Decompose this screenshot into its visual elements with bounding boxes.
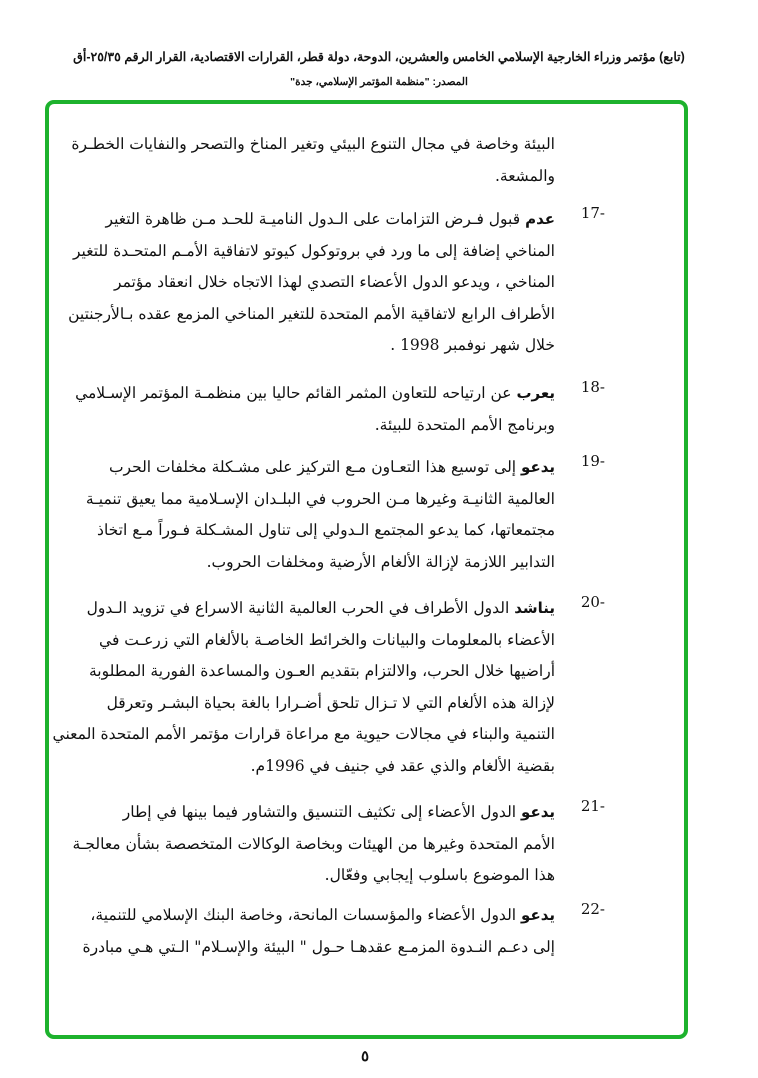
text-line [114,267,555,299]
text-line [135,330,555,362]
line-text: التدابير اللازمة لإزالة الألغام الأرضية ومخلفات الحروب. [206,552,555,571]
text-line [99,625,555,657]
text-line [106,688,555,720]
text-line [68,299,555,331]
line-text: العالمية الثانيـة وغيرها مـن الحروب في البلـدان الإسـلامية مما يعيق تنميـة [85,489,555,508]
item-lead-verb: يعرب [516,384,555,402]
line-text: الدول الأعضاء والمؤسسات المانحة، وخاصة البنك الإسلامي للتنمية، [90,906,517,924]
line-text: البيئة وخاصة في مجال التنوع البيئي وتغير المناخ والتصحر والنفايات الخطـرة [71,135,555,153]
text-line [122,797,555,829]
line-text: مجتمعاتها، كما يدعو المجتمع الـدولي إلى تناول المشـكلة فـوراً مـع اتخاذ [97,521,555,539]
page-number: ٥ [360,1047,370,1065]
line-text: التنمية والبناء في مجالات حيوية مع مراعاة قرارات مؤتمر الأمم المتحدة المعني [52,725,555,743]
document-header-title: (تابع) مؤتمر وزراء الخارجية الإسلامي الخامس والعشرين، الدوحة، دولة قطر، القرارات الاقتصادية، القرار الرقم ٢٥/٣٥-أق [73,50,685,64]
line-text: بقضية الألغام والذي عقد في جنيف في 1996م. [250,756,555,775]
line-text: وبرنامج الأمم المتحدة للبيئة. [374,415,555,434]
text-line [135,410,555,442]
text-line [90,900,555,932]
text-line [105,204,555,236]
item-lead-verb: يدعو [521,803,555,821]
item-number: 19- [580,452,605,470]
item-number: 21- [580,797,605,815]
item-number: 18- [580,378,605,396]
line-text: عن ارتياحه للتعاون المثمر القائم حاليا بين منظمـة المؤتمر الإسـلامي [75,384,512,402]
line-text: الدول الأعضاء إلى تكثيف التنسيق والتشاور فيما بينها في إطار [122,803,517,821]
text-line [135,751,555,783]
text-line [75,378,555,410]
text-line [89,656,555,688]
text-line [71,129,555,161]
line-text: الأطراف الرابع لاتفاقية الأمم المتحدة للتغير المناخي المزمع عقده بـالأرجنتين [68,304,555,323]
text-line [135,547,555,579]
text-line [52,719,555,751]
line-text: إلى دعـم النـدوة المزمـع عقدهـا حـول " البيئة والإسـلام" الـتي هـي مبادرة [82,937,555,956]
text-line [97,515,555,547]
line-text: المناخي ، ويدعو الدول الأعضاء التصدي لهذا الاتجاه خلال انعقاد مؤتمر [114,273,555,291]
line-text: الأمم المتحدة وغيرها من الهيئات وبخاصة الوكالات المتخصصة بشأن معالجـة [72,834,555,853]
line-text: خلال شهر نوفمبر 1998 . [390,336,555,354]
line-text: المناخي إضافة إلى ما ورد في بروتوكول كيوتو لاتفاقية الأمـم المتحـدة للتغير [72,241,555,260]
text-line [86,593,555,625]
line-text: الأعضاء بالمعلومات والبيانات والخرائط الخاصـة بالألغام التي زرعـت في [99,630,555,649]
item-number: 22- [580,900,605,918]
text-line [108,452,555,484]
item-number: 17- [580,204,605,222]
item-lead-verb: يدعو [521,458,555,476]
line-text: قبول فـرض التزامات على الـدول الناميـة للحـد مـن ظاهرة التغير [105,210,521,228]
line-text: الدول الأطراف في الحرب العالمية الثانية الاسراع في تزويد الـدول [86,599,510,617]
text-line [82,932,555,964]
line-text: أراضيها خلال الحرب، والالتزام بتقديم العـون والمساعدة الفورية المطلوبة [89,662,555,680]
text-line [72,829,555,861]
line-text: لإزالة هذه الألغام التي لا تـزال تلحق أضـرارا بالغة بحياة البشـر وتعرقل [106,693,555,712]
line-text: إلى توسيع هذا التعـاون مـع التركيز على مشـكلة مخلفات الحرب [108,458,517,476]
text-line [135,161,555,193]
document-header-source: المصدر: "منظمة المؤتمر الإسلامي، جدة" [290,76,468,88]
text-line [85,484,555,516]
item-lead-verb: يدعو [521,906,555,924]
item-number: 20- [580,593,605,611]
line-text: هذا الموضوع باسلوب إيجابي وفعّال. [324,866,555,884]
text-line [72,236,555,268]
text-line [135,860,555,892]
line-text: والمشعة. [494,166,555,185]
item-lead-verb: عدم [525,210,555,228]
item-lead-verb: يناشد [514,599,555,617]
